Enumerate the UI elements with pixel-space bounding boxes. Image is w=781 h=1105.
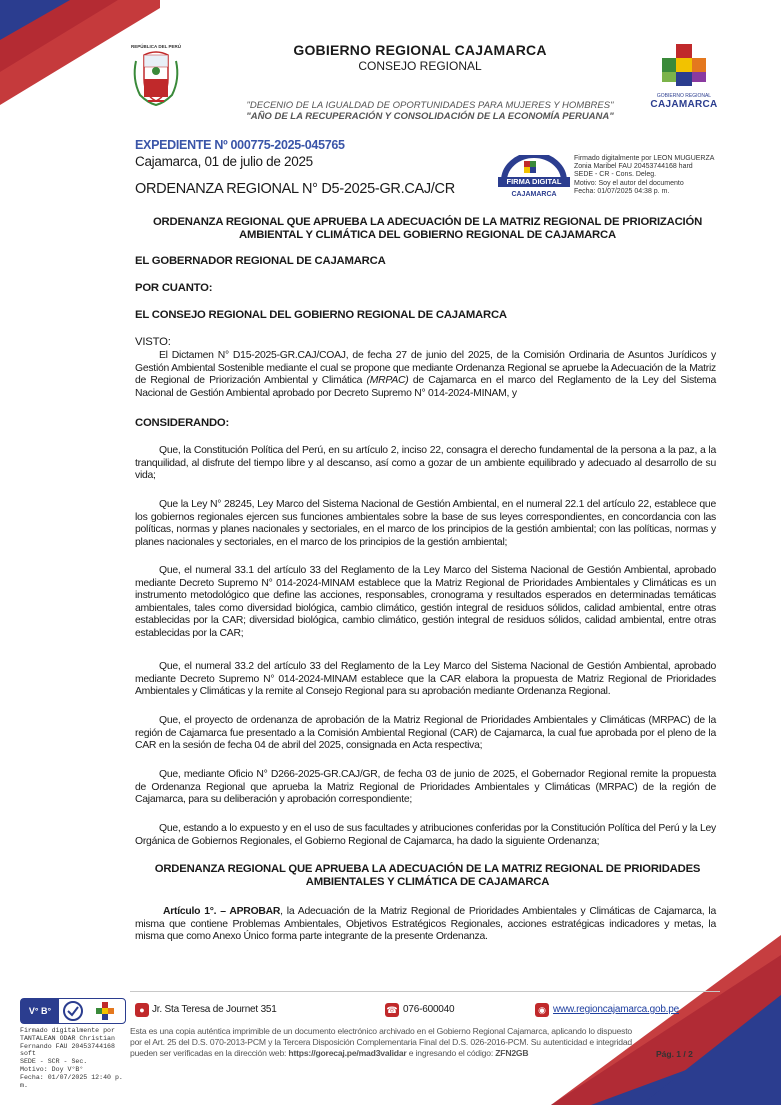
signature-line: Firmado digitalmente por LEON MUGUERZA — [574, 155, 715, 162]
firma-digital-label: FIRMA DIGITAL — [506, 177, 562, 186]
articulo-1-text: , la Adecuación de la Matriz Regional de Prioridades Ambientales y Climáticas de Cajamarca, la misma que contiene Problemas Ambientales, Objetivos Estratégicos Regionales, acciones estratégicas indicadores y metas, la misma que como Anexo Único forma parte integrante de la presente Ordenanza. — [135, 906, 716, 942]
considerando-text: Que, estando a lo expuesto y en el uso de sus facultades y atribuciones conferidas por la Constitución Política del Perú y la Ley Orgánica de Gobiernos Regionales, el Gobierno Regional de Cajamarca, ha dado la siguiente Ordenanza; — [135, 823, 716, 847]
vb-line: SEDE - SCR - Sec. — [20, 1058, 88, 1066]
signature-line: SEDE - CR - Cons. Deleg. — [574, 171, 657, 179]
visto-italic: (MRPAC) — [366, 375, 409, 386]
vb-line: Motivo: Doy V°B° — [20, 1065, 84, 1073]
motto-year: "AÑO DE LA RECUPERACIÓN Y CONSOLIDACIÓN DE LA ECONOMÍA PERUANA" — [246, 111, 614, 122]
vb-line: Fecha: 01/07/2025 12:40 p. m. — [20, 1073, 123, 1089]
vb-label: V° B° — [21, 999, 59, 1023]
considerando-paragraph — [135, 445, 716, 483]
corner-decoration-bottom-right — [551, 935, 781, 1105]
articulo-1-label: Artículo 1°. – APROBAR — [163, 906, 281, 917]
peru-coat-of-arms — [130, 44, 182, 108]
phone-icon: ☎ — [386, 1005, 398, 1015]
considerando-text: Que, el proyecto de ordenanza de aprobación de la Matriz Regional de Prioridades Ambientales y Climáticas (MRPAC) de la región de Cajamarca fue presentado a la Comisión Ambiental Regional (CAR) de Cajamarca, la cual fue aprobada por el pleno de la CAR en la sesión de fecha 04 de abril del 2025, consignada en Acta respectiva; — [135, 715, 716, 751]
page-number: Pág. 1 / 2 — [656, 1049, 693, 1059]
considerando-paragraph — [135, 661, 716, 699]
footer-phone: 076-600040 — [403, 1004, 455, 1015]
visto-paragraph — [135, 350, 716, 400]
visto-heading: VISTO: — [135, 336, 171, 348]
gore-cajamarca-logo — [646, 44, 722, 108]
vb-stamp — [20, 998, 126, 1024]
considerando-paragraph — [135, 769, 716, 807]
signature-line: Zonia Maribel FAU 20453744168 hard — [574, 163, 693, 171]
considerando-paragraph — [135, 823, 716, 848]
note-text-2: e ingresando el código: — [406, 1048, 496, 1058]
firma-digital-badge — [496, 155, 572, 207]
note-text-1: Esta es una copia auténtica imprimible de un documento electrónico archivado en el Gobierno Regional Cajamarca, aplicando lo dispuesto por el Art. 25 del D.S. 070-2013-PCM y la Tercera Disposición Complementaria Final del D.S. 026-2016-PCM. Su autenticidad e integridad pueden ser verificadas en la dirección web: — [130, 1026, 632, 1058]
check-circle-icon — [61, 999, 85, 1023]
vb-line: soft — [20, 1050, 36, 1058]
consejo-heading: EL CONSEJO REGIONAL DEL GOBIERNO REGIONAL DE CAJAMARCA — [135, 309, 507, 321]
considerando-heading: CONSIDERANDO: — [135, 417, 230, 429]
vb-line: TANTALEAN ODAR Christian — [20, 1034, 115, 1042]
authenticity-note — [130, 1026, 632, 1059]
vb-line: Fernando FAU 20453744168 — [20, 1042, 115, 1050]
vb-line: Firmado digitalmente por — [20, 1027, 115, 1034]
considerando-text: Que, el numeral 33.2 del artículo 33 del Reglamento de la Ley Marco del Sistema Nacional de Gestión Ambiental, aprobado mediante Decreto Supremo N° 014-2024-MINAM establece que la CAR elabora la propuesta de Matriz Regional de Prioridades Ambientales y Climáticas y la remite al Consejo Regional para su aprobación mediante Ordenanza Regional. — [135, 661, 716, 697]
gobernador-heading: EL GOBERNADOR REGIONAL DE CAJAMARCA — [135, 255, 386, 267]
shield-caption: REPÚBLICA DEL PERÚ — [130, 44, 181, 49]
globe-icon: ◉ — [535, 1003, 549, 1017]
header-subtitle: CONSEJO REGIONAL — [358, 59, 482, 73]
note-code: ZFN2GB — [495, 1048, 529, 1058]
vb-signature-details — [20, 1027, 132, 1089]
considerando-text: Que, el numeral 33.1 del artículo 33 del Reglamento de la Ley Marco del Sistema Nacional de Gestión Ambiental, aprobado mediante Decreto Supremo N° 014-2024-MINAM establece que la Matriz Regional de Prioridades Ambientales y Climáticas es un instrumento metodológico que define las acciones, responsables, cronograma y resultados esperados en determinadas temáticas ambientales, tales como diversidad biológica, cambio climático, gestión integral de residuos sólidos, calidad ambiental, entre otras establecidas por la CAR; diversidad biológica, cambio climático, gestión integral de residuos sólidos, calidad ambiental, entre otras establecidas por la CAR; — [135, 565, 716, 639]
considerando-text: Que, mediante Oficio N° D266-2025-GR.CAJ/GR, de fecha 03 de junio de 2025, el Gobernador Regional remite la propuesta de Ordenanza Regional que aprueba la Matriz Regional de Prioridades Ambientales y Climáticas (MRPAC) de la región de Cajamarca, para su deliberación y aprobación correspondiente; — [135, 769, 716, 805]
visto-text-2: de Cajamarca en el marco del Reglamento de la Ley del Sistema Nacional de Gestión Ambiental aprobado por Decreto Supremo N° 014-2024-MINAM, y — [135, 375, 716, 399]
firma-digital-sub: CAJAMARCA — [511, 191, 557, 198]
articulo-1-paragraph — [135, 906, 716, 944]
visto-text-1: El Dictamen N° D15-2025-GR.CAJ/COAJ, de fecha 27 de junio del 2025, de la Comisión Ordinaria de Asuntos Jurídicos y Gestión Ambiental Sostenible mediante el cual se propone que mediante Ordenanza Regional se apruebe la Adecuación de la Matriz de Regional de Priorización Ambiental y Climática — [135, 350, 716, 386]
signature-line: Motivo: Soy el autor del documento — [574, 179, 684, 187]
header-title: GOBIERNO REGIONAL CAJAMARCA — [293, 42, 547, 58]
ordenanza-title-2: ORDENANZA REGIONAL QUE APRUEBA LA ADECUACIÓN DE LA MATRIZ REGIONAL DE PRIORIDADES AMBIENTALES Y CLIMÁTICA DE CAJAMARCA — [154, 863, 701, 888]
signature-details — [574, 155, 734, 196]
expediente-number: EXPEDIENTE Nº 000775-2025-045765 — [135, 138, 345, 152]
cross-logo-icon — [658, 44, 710, 88]
document-title: ORDENANZA REGIONAL QUE APRUEBA LA ADECUACIÓN DE LA MATRIZ REGIONAL DE PRIORIZACIÓN AMBIENTAL Y CLIMÁTICA DEL GOBIERNO REGIONAL DE CAJAMARCA — [152, 216, 703, 241]
logo-big-text: CAJAMARCA — [650, 99, 718, 110]
shield-icon — [130, 49, 182, 107]
footer-website-link[interactable]: www.regioncajamarca.gob.pe — [553, 1004, 679, 1015]
ordenanza-number: ORDENANZA REGIONAL N° D5-2025-GR.CAJ/CR — [135, 181, 455, 197]
document-date: Cajamarca, 01 de julio de 2025 — [135, 154, 313, 169]
logo-small-text: GOBIERNO REGIONAL — [656, 93, 712, 99]
considerando-text: Que la Ley N° 28245, Ley Marco del Sistema Nacional de Gestión Ambiental, en el numeral 22.1 del artículo 22, establece que los gobiernos regionales ejercen sus funciones ambientales sobre la base de sus leyes correspondientes, en concordancia con las políticas, normas y planes nacionales y sectoriales, en el marco de los principios de la gestión ambiental; con las políticas, normas y planes nacionales y sectoriales, en el marco de los principios de la gestión ambiental; — [135, 499, 716, 548]
considerando-paragraph — [135, 499, 716, 549]
note-url[interactable]: https://gorecaj.pe/mad3validar — [288, 1048, 407, 1058]
considerando-paragraph — [135, 715, 716, 753]
considerando-paragraph — [135, 565, 716, 640]
considerando-text: Que, la Constitución Política del Perú, en su artículo 2, inciso 22, consagra el derecho fundamental de la persona a la paz, a la tranquilidad, al disfrute del tiempo libre y al descanso, así como a gozar de un ambiente equilibrado y adecuado al desarrollo de su vida; — [135, 445, 716, 481]
footer-address: Jr. Sta Teresa de Journet 351 — [152, 1004, 277, 1015]
footer-divider — [130, 991, 720, 992]
motto-decenio: "DECENIO DE LA IGUALDAD DE OPORTUNIDADES PARA MUJERES Y HOMBRES" — [246, 100, 614, 111]
por-cuanto-heading: POR CUANTO: — [135, 282, 213, 294]
location-icon: ● — [135, 1003, 149, 1017]
gore-mini-logo-icon — [95, 1001, 115, 1021]
signature-line: Fecha: 01/07/2025 04:38 p. m. — [574, 187, 670, 195]
